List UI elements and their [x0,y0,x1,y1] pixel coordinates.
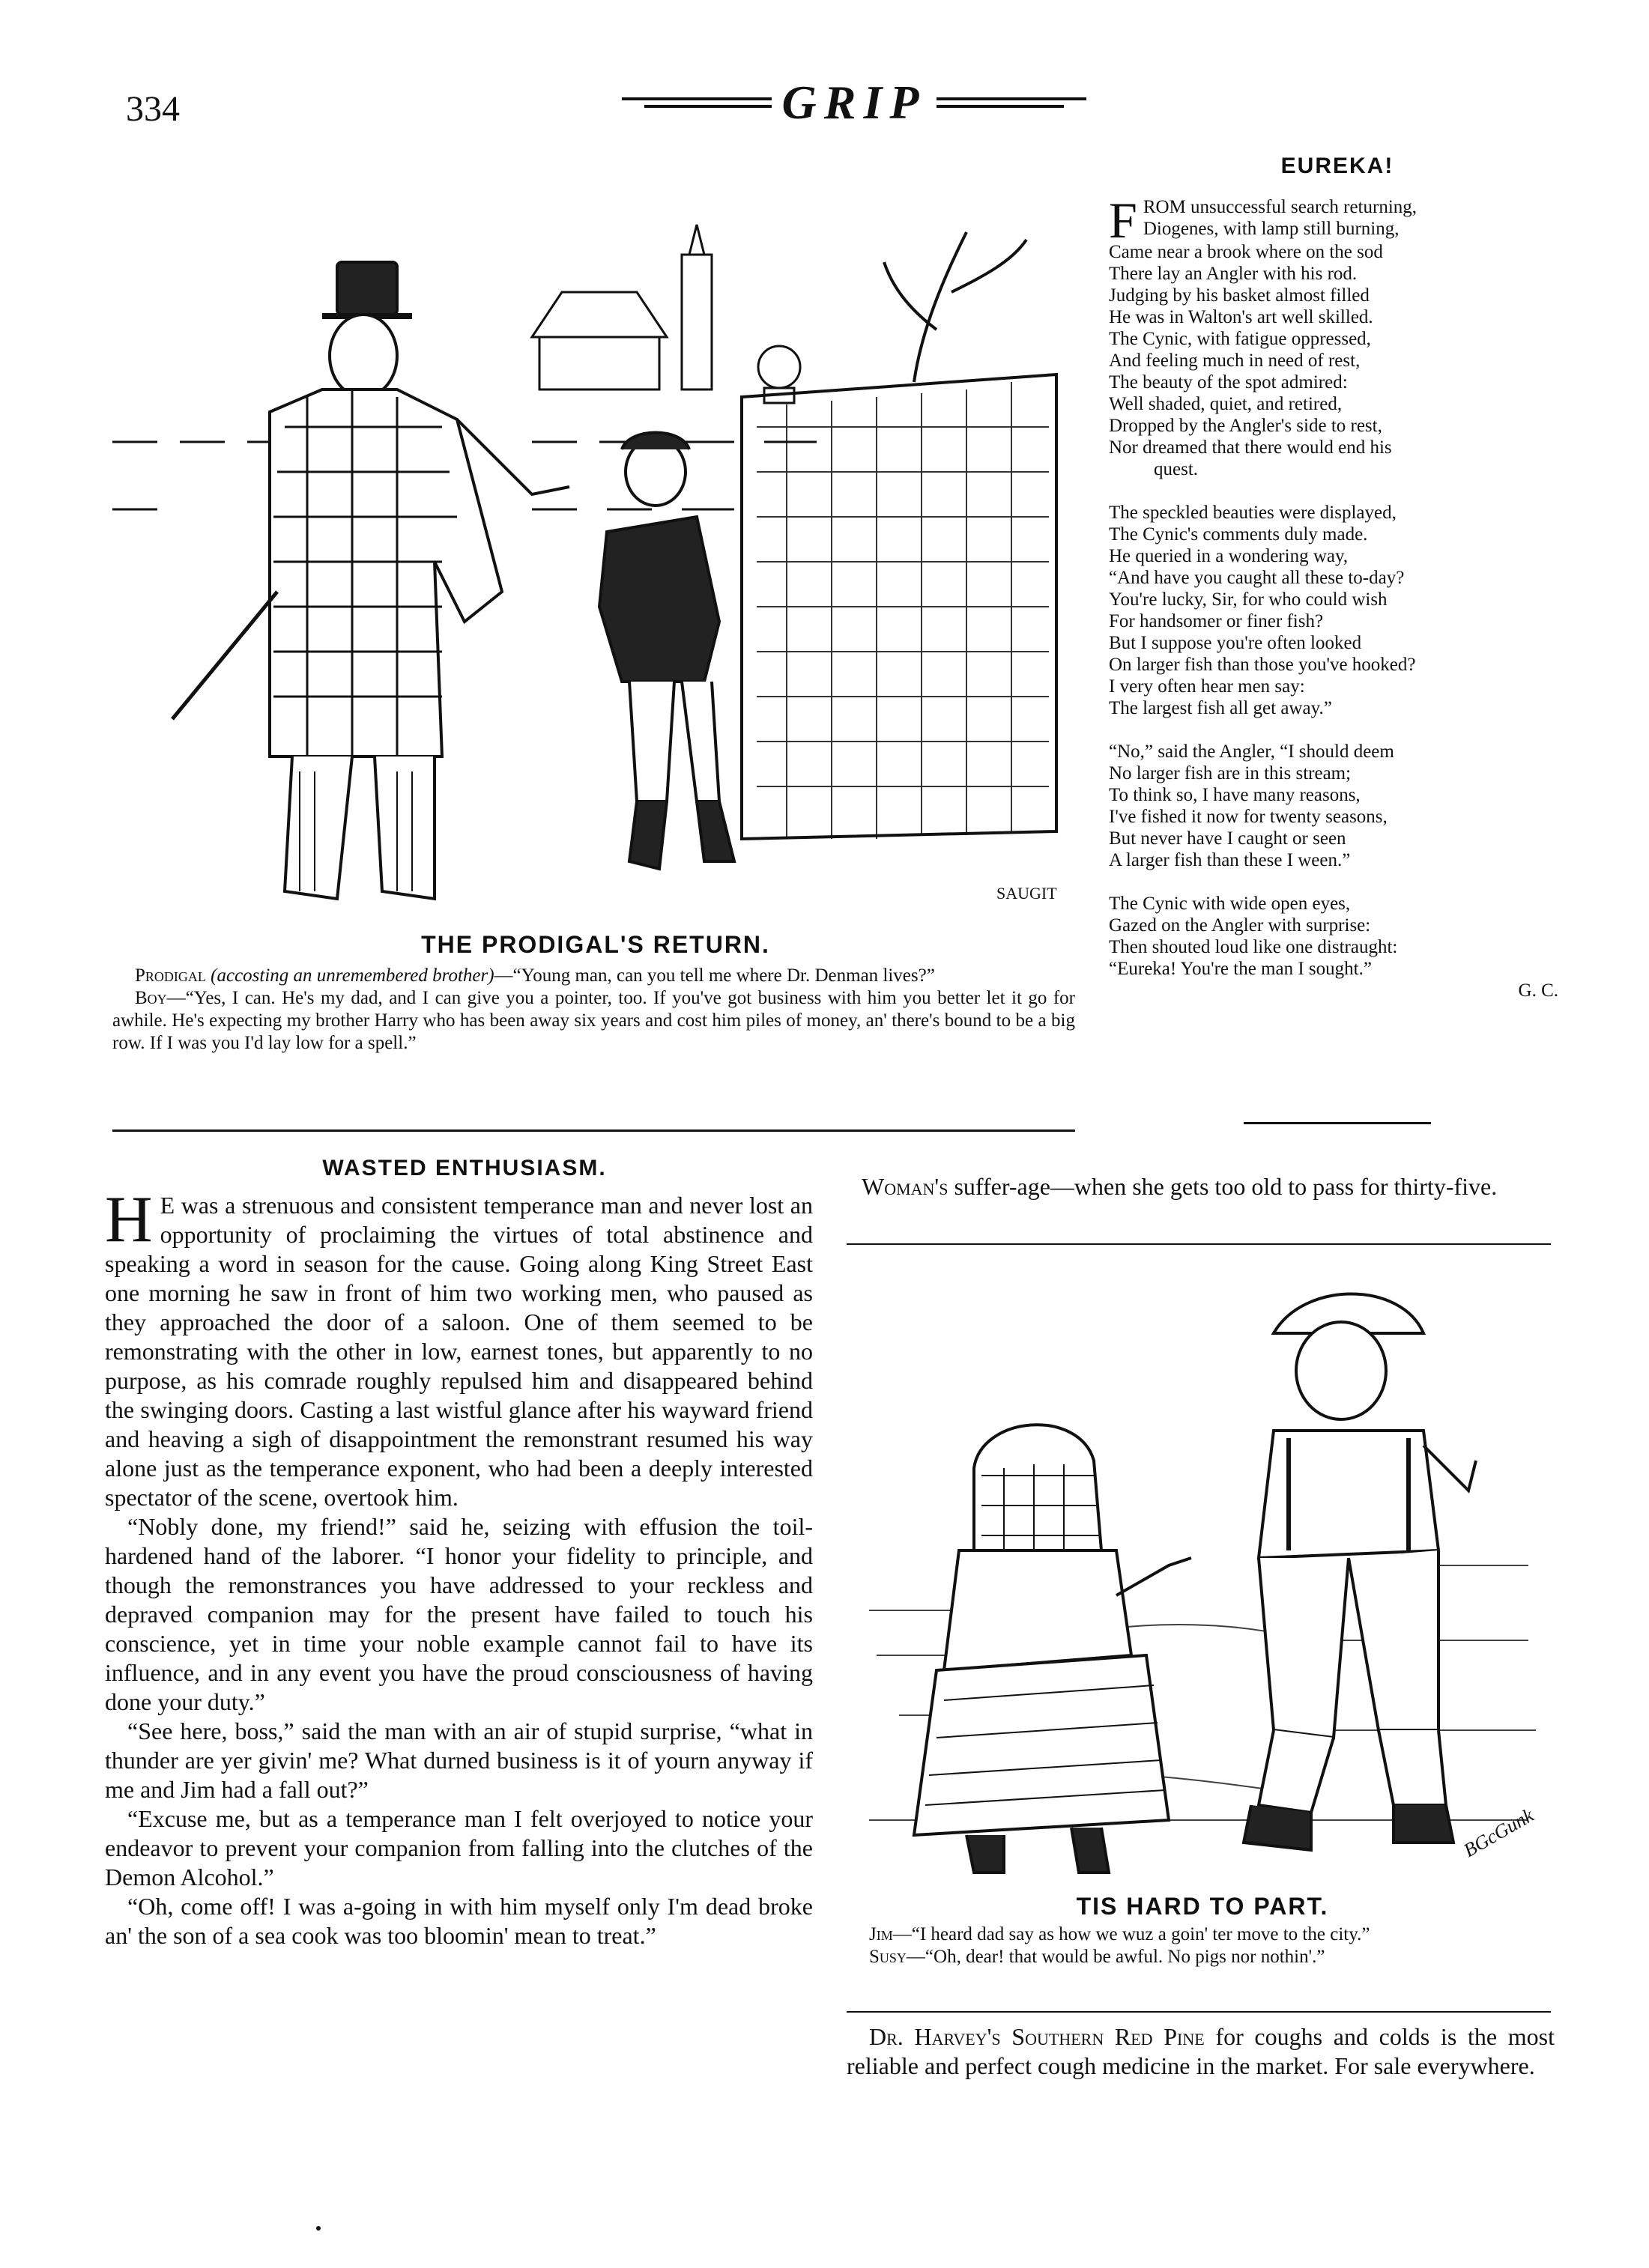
poem-line: The Cynic with wide open eyes, [1109,894,1351,914]
prodigal-line-1-text: —“Young man, can you tell me where Dr. Denman lives?” [494,965,935,986]
wasted-title: WASTED ENTHUSIASM. [322,1156,607,1180]
woman-joke-paragraph [839,1172,1551,1201]
poem-line: A larger fish than these I ween.” [1109,850,1351,870]
wasted-paragraph-4: “Excuse me, but as a temperance man I felt overjoyed to notice your endeavor to prevent your companion from falling into the clutches of the Demon Alcohol.” [105,1805,813,1890]
poem-line: I very often hear men say: [1109,676,1305,697]
poem-line: The speckled beauties were displayed, [1109,503,1397,523]
woman-joke-text: suffer-age—when she gets too old to pass for thirty-five. [948,1173,1498,1200]
prodigal-caption-title: THE PRODIGAL'S RETURN. [421,931,770,958]
hard-to-part-line-2 [847,1946,1551,1968]
hard-to-part-line-2-text: —“Oh, dear! that would be awful. No pigs nor nothin'.” [906,1947,1325,1967]
poem-line: ROM unsuccessful search returning, [1143,197,1417,217]
prodigal-dialogue [112,965,1075,1055]
red-pine-advertisement [847,2022,1555,2081]
wasted-paragraph-2: “Nobly done, my friend!” said he, seizing with effusion the toil-hardened hand of the laborer. “I honor your fidelity to principle, and though the remonstrances you have addressed to your reckless and depraved companion may for the present have failed to touch his conscience, yet in time your noble example cannot fail to have its influence, and in any event you have the proud consciousness of having done your duty.” [105,1513,813,1715]
poem-line: quest. [1154,459,1199,479]
poem-line: The beauty of the spot admired: [1109,372,1348,392]
eureka-drop-cap: F [1109,192,1137,249]
poem-line: No larger fish are in this stream; [1109,763,1352,783]
wasted-article [105,1183,813,1950]
poem-line: “Eureka! You're the man I sought.” [1109,959,1372,979]
hard-to-part-illustration [854,1251,1551,1888]
wasted-paragraph-1 [105,1183,813,1512]
hard-to-part-rule [847,2011,1551,2013]
eureka-stanza-4 [1109,893,1573,980]
wasted-drop-cap: H [105,1183,153,1256]
wasted-paragraph-1-text: E was a strenuous and consistent temperance man and never lost an opportunity of proclaiming the virtues of total abstinence and speaking a word in season for the cause. Going along King Street East one morning he saw in front of him two working men, who paused as they approached the door of a saloon. One of them seemed to be remonstrating with the other in low, earnest tones, but apparently to no purpose, as his comrade roughly repulsed him and disappeared behind the swinging doors. Casting a last wistful glance after his wayward friend and heaving a sigh of disappointment the remonstrant resumed his way alone just as the temperance exponent, who had been a deeply interested spectator of the scene, overtook him. [105,1192,813,1511]
speaker-prodigal: Prodigal [135,965,206,986]
poem-line: For handsomer or finer fish? [1109,611,1324,631]
eureka-signature: G. C. [1518,980,1558,1001]
woman-rule [847,1243,1551,1245]
speaker-jim: Jim [869,1924,893,1944]
speaker-susy: Susy [869,1947,907,1967]
red-pine-paragraph [847,2022,1555,2081]
woman-joke-lead: Woman's [862,1173,948,1200]
woman-joke [839,1172,1551,1201]
prodigal-line-1 [112,965,1075,987]
poem-line: And feeling much in need of rest, [1109,351,1361,371]
print-speck [316,2226,321,2231]
eureka-stanza-1 [1109,192,1573,480]
prodigal-line-2 [112,987,1075,1055]
masthead-title: GRIP [781,76,927,129]
poem-line: “And have you caught all these to-day? [1109,568,1405,588]
eureka-rule [1244,1122,1431,1124]
poem-line: To think so, I have many reasons, [1109,785,1361,805]
poem-line: Nor dreamed that there would end his [1109,437,1392,458]
speaker-boy: Boy [135,988,167,1008]
poem-line: On larger fish than those you've hooked? [1109,655,1416,675]
poem-line: Dropped by the Angler's side to rest, [1109,416,1382,436]
page-number: 334 [126,89,180,129]
hard-to-part-line-1 [847,1923,1551,1946]
prodigal-illustration [112,142,1079,914]
masthead [614,75,1094,135]
poem-line: You're lucky, Sir, for who could wish [1109,589,1388,610]
poem-line: Diogenes, with lamp still burning, [1143,219,1400,239]
stage-direction: (accosting an unremembered brother) [211,965,494,986]
poem-line: The largest fish all get away.” [1109,698,1332,718]
poem-line: He was in Walton's art well skilled. [1109,307,1373,327]
prodigal-artist-signature: SAUGIT [996,884,1057,903]
poem-line: But I suppose you're often looked [1109,633,1362,653]
red-pine-text: for coughs and colds is the most reliable and perfect cough medicine in the market. For sale everywhere. [847,2023,1555,2079]
poem-line: Then shouted loud like one distraught: [1109,937,1398,957]
poem-line: Well shaded, quiet, and retired, [1109,394,1343,414]
eureka-stanza-2 [1109,502,1573,719]
poem-line: But never have I caught or seen [1109,828,1346,849]
wasted-paragraph-3: “See here, boss,” said the man with an air of stupid surprise, “what in thunder are yer givin' me? What durned business is it of yourn anyway if me and Jim had a fall out?” [105,1717,813,1803]
eureka-stanza-3 [1109,741,1573,871]
poem-line: The Cynic's comments duly made. [1109,524,1368,545]
poem-line: The Cynic, with fatigue oppressed, [1109,329,1371,349]
poem-line: Gazed on the Angler with surprise: [1109,915,1371,936]
poem-line: Came near a brook where on the sod [1109,242,1383,262]
hard-to-part-artist-signature: BGcGunk [1459,1804,1537,1862]
poem-line: There lay an Angler with his rod. [1109,264,1358,284]
eureka-title: EUREKA! [1280,154,1394,178]
poem-line: He queried in a wondering way, [1109,546,1349,566]
prodigal-line-2-text: —“Yes, I can. He's my dad, and I can give you a pointer, too. If you've got business with him you better let it go for awhile. He's expecting my brother Harry who has been away six years and cost him piles of money, an' there's bound to be a big row. If I was you I'd lay low for a spell.” [112,988,1075,1053]
poem-line: I've fished it now for twenty seasons, [1109,807,1388,827]
wasted-paragraph-5: “Oh, come off! I was a-going in with him myself only I'm dead broke an' the son of a sea cook was too bloomin' mean to treat.” [105,1893,813,1949]
prodigal-rule [112,1130,1075,1132]
hard-to-part-line-1-text: —“I heard dad say as how we wuz a goin' ter move to the city.” [892,1924,1370,1944]
red-pine-lead: Dr. Harvey's Southern Red Pine [869,2023,1205,2050]
eureka-poem [1109,192,1573,1001]
hard-to-part-caption-title: TIS HARD TO PART. [1076,1893,1329,1920]
poem-line: “No,” said the Angler, “I should deem [1109,742,1394,762]
hard-to-part-dialogue [847,1923,1551,1968]
poem-line: Judging by his basket almost filled [1109,285,1370,306]
